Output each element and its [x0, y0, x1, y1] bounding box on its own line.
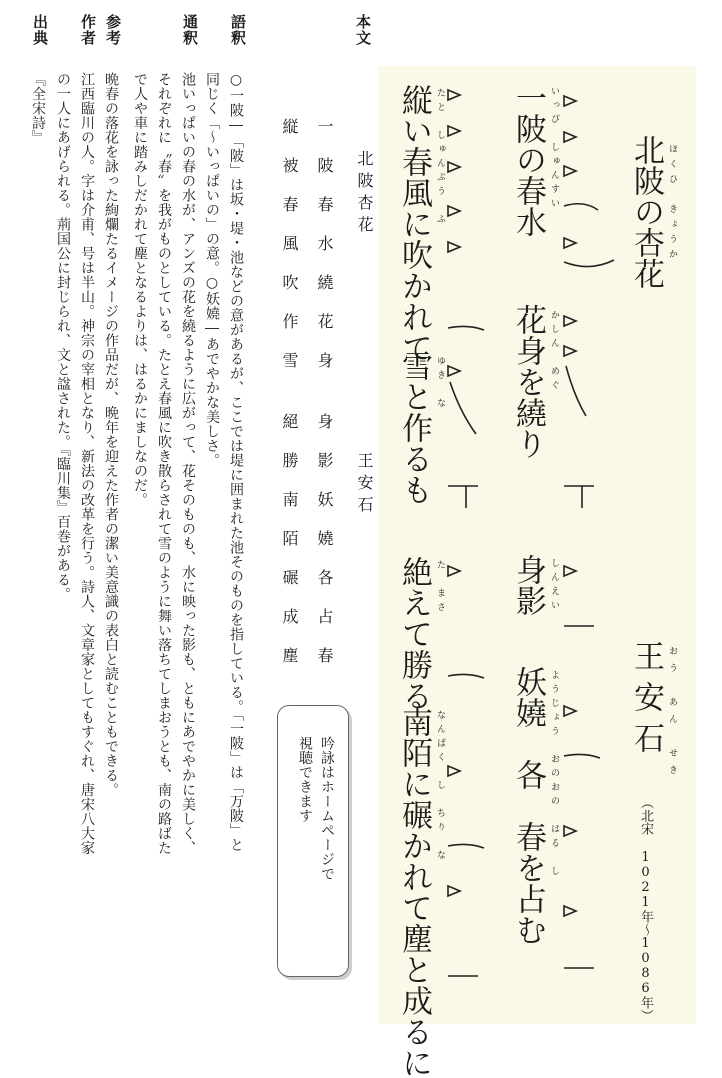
- reading-col1-top: 一陂の春水: [510, 82, 546, 237]
- chant-mark: [564, 706, 576, 716]
- reading-dates: （北宋 1021年～1086年）: [638, 796, 653, 1022]
- source-author: 王安石: [355, 452, 374, 518]
- reading-col4-bottom-ruby: なんぱく し ちり な: [435, 710, 445, 864]
- shutten-line-1: 『全宋詩』: [30, 72, 46, 145]
- chant-mark: [448, 844, 484, 848]
- chant-mark: [448, 90, 460, 100]
- heading-shutten: 出典: [31, 14, 49, 46]
- chant-marks: [448, 90, 614, 976]
- heading-goyaku: 語釈: [229, 14, 247, 46]
- reading-col1-top-ruby: いっぴ しゅんすい: [549, 86, 559, 212]
- heading-tsuyaku: 通釈: [181, 14, 199, 46]
- source-title: 北陂杏花: [355, 150, 374, 238]
- audio-note-box: [277, 705, 349, 977]
- chant-mark: [448, 162, 460, 172]
- chant-mark: [448, 486, 478, 508]
- chant-mark: [564, 346, 576, 356]
- reading-title-ruby: ほくひ きょうか: [667, 144, 677, 264]
- chant-mark: [448, 674, 484, 678]
- reading-col3-top-ruby: たと しゅんぷう ふ: [435, 88, 445, 228]
- sakusha-line-2: の一人にあげられる。荊国公に封じられ、文と諡された。『臨川集』百巻がある。: [55, 72, 71, 602]
- chant-mark: [448, 566, 460, 576]
- chant-mark: [450, 382, 476, 434]
- tsuyaku-line-1: 池いっぱいの春の水が、アンズの花を繞るように広がって、花そのものも、水に映った影も、ともにあでやかに美しく、: [180, 72, 196, 855]
- reading-col2-top: 身影: [510, 554, 546, 616]
- goyaku-line-1: ○一陂―「陂」は坂・堤・池などの意があるが、ここでは堤に囲まれた池そのものを指している。「一陂」は「万陂」と: [228, 72, 244, 852]
- chant-marks-layer: [378, 66, 696, 1024]
- chant-mark: [448, 886, 460, 896]
- heading-sakusha: 作者: [79, 14, 97, 46]
- source-line-2: 身影妖嬈各占春: [315, 413, 334, 686]
- reading-author-ruby: おう あん せき: [667, 646, 677, 782]
- reading-col2-top-ruby: しんえい: [549, 558, 559, 614]
- chant-mark: [448, 366, 460, 376]
- reading-panel: [378, 66, 696, 1078]
- chant-mark: [564, 204, 598, 210]
- reading-col3-bottom-ruby: ゆき な: [435, 356, 445, 412]
- note-line-1: 吟詠はホームページで: [319, 736, 335, 881]
- chant-mark: [448, 766, 460, 776]
- tsuyaku-line-3: で人や車に踏みしだかれて塵となるよりは、はるかにましなのだ。: [132, 72, 148, 507]
- chant-mark: [564, 260, 614, 267]
- reading-title: 北陂の杏花: [628, 134, 664, 289]
- chant-mark: [564, 486, 594, 508]
- chant-mark: [564, 826, 576, 836]
- source-line-4: 絕勝南陌碾成塵: [280, 413, 299, 686]
- chant-mark: [564, 566, 576, 576]
- chant-mark: [448, 326, 484, 330]
- chant-mark: [564, 906, 576, 916]
- heading-honbun: 本文: [354, 14, 372, 46]
- note-line-2: 視聴できます: [297, 736, 313, 823]
- reading-col4-top: 絶えて勝る: [396, 556, 432, 711]
- chant-mark: [448, 126, 460, 136]
- chant-mark: [564, 754, 600, 758]
- reading-col1-bottom: 花身を繞り: [510, 304, 546, 459]
- sanko-line-1: 晩春の落花を詠った絢爛たるイメージの作品だが、晩年を迎えた作者の潔い美意識の表白と読むこともできる。: [103, 72, 119, 797]
- chant-mark: [564, 238, 576, 248]
- reading-col4-bottom: 南陌に碾かれて塵と成るに: [396, 706, 432, 1078]
- chant-mark: [564, 316, 576, 326]
- reading-col3-bottom: 雪と作るも: [396, 350, 432, 505]
- reading-author: 王安石: [628, 640, 664, 763]
- chant-mark: [564, 96, 576, 106]
- chant-mark: [448, 242, 460, 252]
- chant-mark: [448, 206, 460, 216]
- reading-col1-bottom-ruby: かしん めぐ: [549, 310, 559, 394]
- source-line-1: 一陂春水繞花身: [315, 118, 334, 391]
- chant-mark: [564, 132, 576, 142]
- heading-sanko: 参考: [104, 14, 122, 46]
- chant-mark: [566, 366, 586, 416]
- goyaku-line-2: 同じく「～いっぱいの」の意。○妖嬈―あでやかな美しさ。: [204, 72, 220, 468]
- chant-mark: [564, 166, 576, 176]
- sakusha-line-1: 江西臨川の人。字は介甫、号は半山。神宗の宰相となり、新法の改革を行う。詩人、文章家としてもすぐれ、唐宋八大家: [79, 72, 95, 855]
- reading-col2-bottom: 妖嬈 各 春を占む: [510, 666, 546, 945]
- reading-col3-top: 縦い春風に吹かれて: [396, 84, 432, 363]
- reading-col4-top-ruby: た まさ: [435, 560, 445, 616]
- source-line-3: 縦被春風吹作雪: [280, 118, 299, 391]
- tsuyaku-line-2: それぞれに〝春〟を我がものとしている。たとえ春風に吹き散らされて雪のように舞い落ちてしまおうとも、南の路ばた: [156, 72, 172, 855]
- reading-col2-bottom-ruby: ようじょう おのおの はる し: [549, 670, 559, 880]
